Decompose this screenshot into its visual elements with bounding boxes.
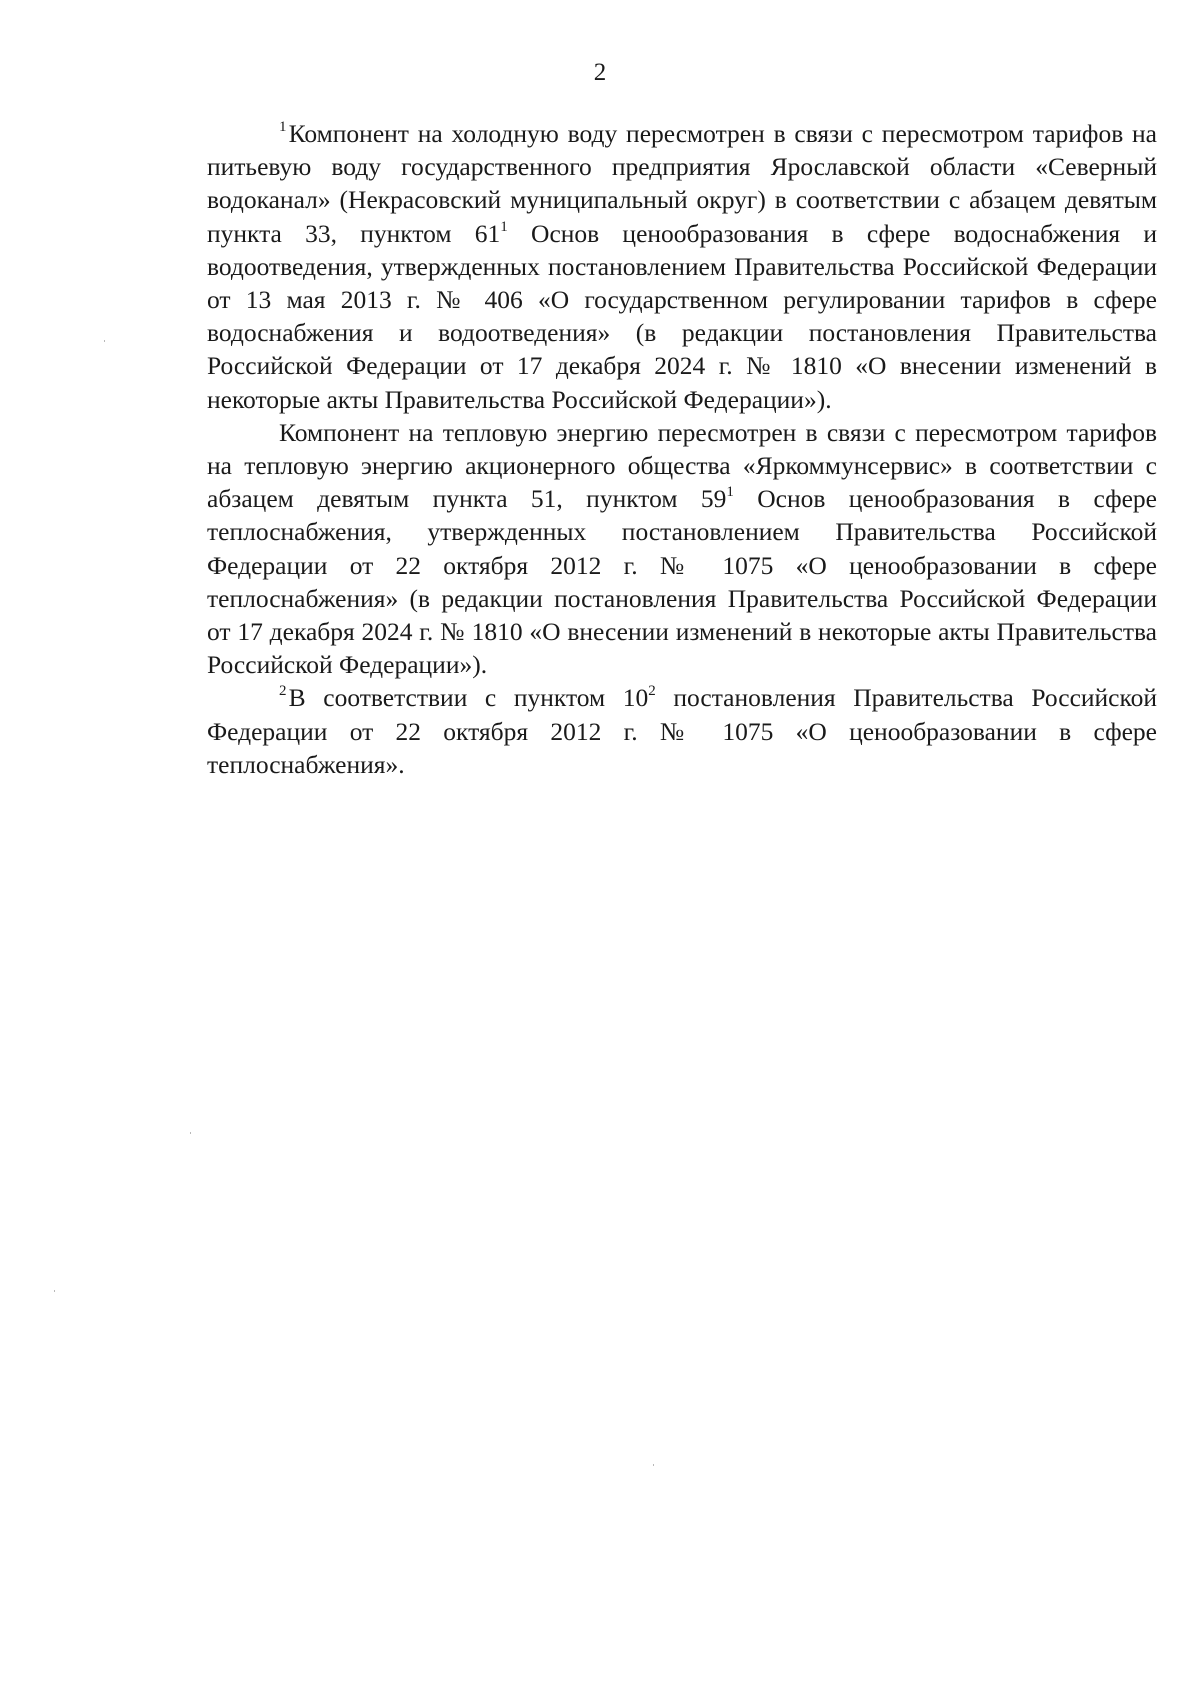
document-body xyxy=(207,117,1157,781)
scan-speck xyxy=(54,1290,55,1292)
scan-speck xyxy=(104,340,105,342)
paragraph-text: Основ ценообразования в сфере теплоснабжения, утвержденных постановлением Правительства Российской Федерации от 22 октября 2012 г. № 1075 «О ценообразовании в сфере теплоснабжения» (в редакции постановления Правительства Российской Федерации от 17 декабря 2024 г. № 1810 «О внесении изменений в некоторые акты Правительства Российской Федерации»). xyxy=(207,484,1157,680)
scan-speck xyxy=(653,1464,654,1466)
superscript: 2 xyxy=(648,683,656,700)
page-number: 2 xyxy=(593,59,607,86)
paragraph-text: Компонент на тепловую энергию пересмотрен в связи с пересмотром тарифов на тепловую энергию акционерного общества «Яркоммунсервис» в соответствии с абзацем девятым пункта 51, пунктом 59 xyxy=(207,417,1157,514)
superscript: 1 xyxy=(726,484,734,501)
superscript: 1 xyxy=(500,218,508,235)
footnote-marker: 2 xyxy=(279,683,287,700)
footnote-paragraph xyxy=(207,117,1157,416)
scan-speck xyxy=(190,1132,191,1134)
footnote-paragraph xyxy=(207,681,1157,781)
paragraph-text: Компонент на холодную воду пересмотрен в связи с пересмотром тарифов на питьевую воду государственного предприятия Ярославской области «Северный водоканал» (Некрасовский муниципальный округ) в соответствии с абзацем девятым пункта 33, пунктом 61 xyxy=(207,119,1157,248)
paragraph-text: Основ ценообразования в сфере водоснабжения и водоотведения, утвержденных постановлением Правительства Российской Федерации от 13 мая 2013 г. № 406 «О государственном регулировании тарифов в сфере водоснабжения и водоотведения» (в редакции постановления Правительства Российской Федерации от 17 декабря 2024 г. № 1810 «О внесении изменений в некоторые акты Правительства Российской Федерации»). xyxy=(207,218,1157,414)
paragraph-text: В соответствии с пунктом 10 xyxy=(288,683,649,713)
footnote-marker: 1 xyxy=(279,119,287,135)
paragraph-text: постановления Правительства Российской Федерации от 22 октября 2012 г. № 1075 «О ценообразовании в сфере теплоснабжения». xyxy=(207,683,1157,779)
paragraph xyxy=(207,416,1157,682)
